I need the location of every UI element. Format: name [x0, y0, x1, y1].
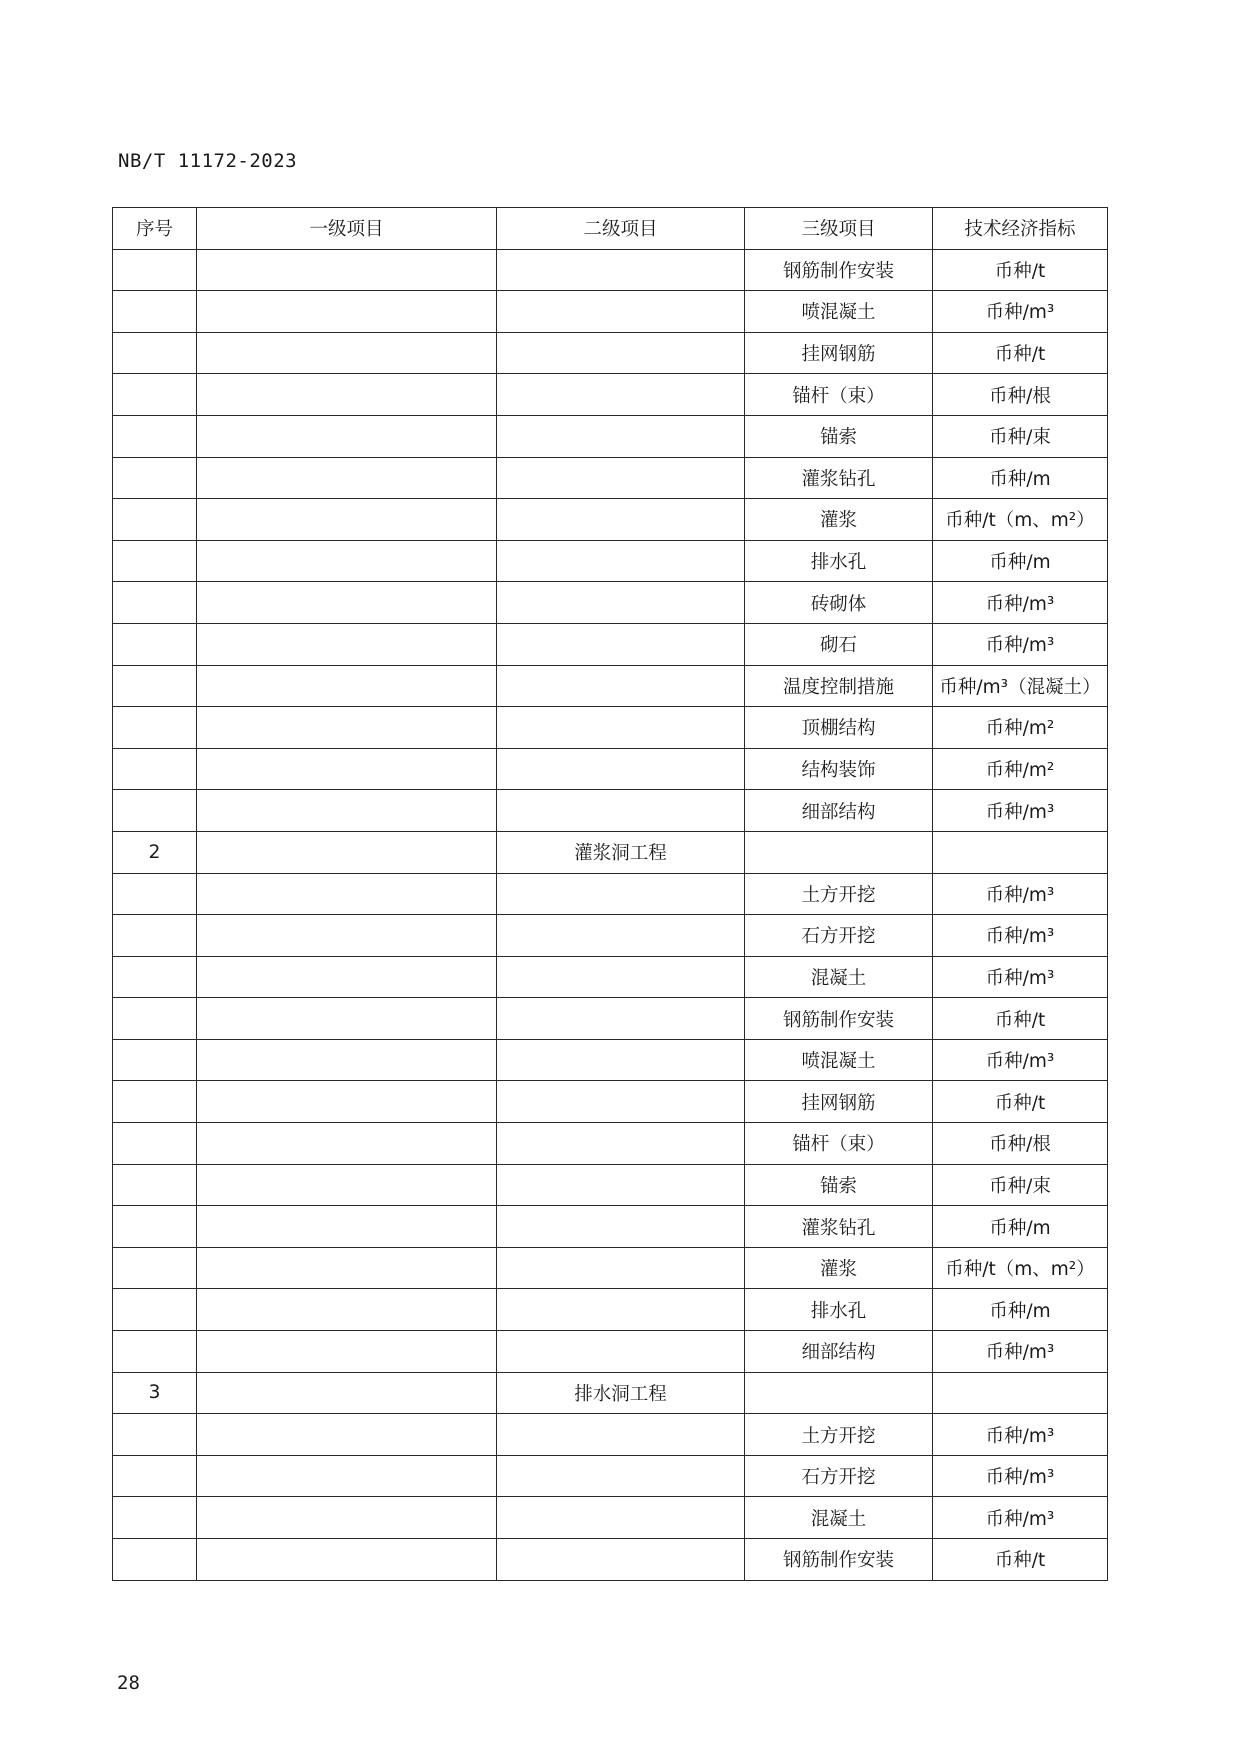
table-cell	[933, 1372, 1108, 1414]
table-cell	[113, 499, 197, 541]
table-row	[113, 415, 1108, 457]
table-cell	[497, 1539, 745, 1581]
table-cell	[113, 374, 197, 416]
table-cell: 币种/m³	[933, 1497, 1108, 1539]
table-cell	[113, 1455, 197, 1497]
table-cell: 灌浆钻孔	[745, 1206, 933, 1248]
table-cell	[197, 790, 497, 832]
table-row	[113, 915, 1108, 957]
table-cell	[497, 1039, 745, 1081]
table-cell: 顶棚结构	[745, 707, 933, 749]
table-cell: 币种/m	[933, 540, 1108, 582]
table-row	[113, 790, 1108, 832]
header-row	[113, 208, 1108, 250]
table-cell: 币种/t	[933, 998, 1108, 1040]
table-row	[113, 1164, 1108, 1206]
table-cell: 灌浆	[745, 1247, 933, 1289]
table-cell	[113, 1081, 197, 1123]
table-cell	[197, 623, 497, 665]
table-cell	[497, 956, 745, 998]
cost-index-table	[112, 207, 1108, 1581]
table-row	[113, 291, 1108, 333]
table-cell	[113, 457, 197, 499]
table-cell: 灌浆	[745, 499, 933, 541]
table-cell	[497, 1414, 745, 1456]
table-cell: 币种/m	[933, 1289, 1108, 1331]
table-cell	[197, 707, 497, 749]
table-row	[113, 1123, 1108, 1165]
table-cell	[113, 1123, 197, 1165]
table-cell	[497, 665, 745, 707]
table-cell	[197, 956, 497, 998]
table-cell	[113, 1289, 197, 1331]
table-cell	[197, 1206, 497, 1248]
table-cell	[113, 291, 197, 333]
table-cell: 3	[113, 1372, 197, 1414]
table-cell	[197, 415, 497, 457]
table-cell	[497, 623, 745, 665]
table-cell	[113, 1331, 197, 1373]
table-cell	[197, 1081, 497, 1123]
table-cell	[113, 1164, 197, 1206]
table-cell: 钢筋制作安装	[745, 1539, 933, 1581]
table-cell: 细部结构	[745, 790, 933, 832]
table-cell: 币种/t（m、m²）	[933, 499, 1108, 541]
table-cell	[197, 1455, 497, 1497]
table-cell: 币种/束	[933, 415, 1108, 457]
table-cell: 2	[113, 831, 197, 873]
table-cell	[197, 1331, 497, 1373]
table-row	[113, 1497, 1108, 1539]
table-cell: 币种/m³	[933, 790, 1108, 832]
table-cell: 石方开挖	[745, 1455, 933, 1497]
table-cell: 砖砌体	[745, 582, 933, 624]
table-row	[113, 1206, 1108, 1248]
table-cell	[497, 415, 745, 457]
table-cell	[497, 1289, 745, 1331]
page-number: 28	[117, 1672, 140, 1694]
table-cell: 币种/m³	[933, 915, 1108, 957]
table-cell: 排水孔	[745, 1289, 933, 1331]
table-cell	[113, 623, 197, 665]
table-cell	[113, 873, 197, 915]
table-cell	[113, 582, 197, 624]
table-cell: 锚索	[745, 1164, 933, 1206]
table-cell	[745, 1372, 933, 1414]
table-cell	[497, 790, 745, 832]
table-cell	[197, 249, 497, 291]
table-row	[113, 374, 1108, 416]
table-row	[113, 1372, 1108, 1414]
column-header: 序号	[113, 208, 197, 250]
table-cell: 喷混凝土	[745, 1039, 933, 1081]
column-header: 三级项目	[745, 208, 933, 250]
table-body	[113, 249, 1108, 1580]
table-cell	[197, 1414, 497, 1456]
table-cell	[497, 1497, 745, 1539]
table-cell: 喷混凝土	[745, 291, 933, 333]
table-cell: 币种/t（m、m²）	[933, 1247, 1108, 1289]
table-row	[113, 1081, 1108, 1123]
table-cell	[497, 873, 745, 915]
table-cell	[113, 249, 197, 291]
table-cell	[197, 1539, 497, 1581]
table-cell	[197, 998, 497, 1040]
table-cell: 币种/m³	[933, 1331, 1108, 1373]
table-cell: 币种/m³	[933, 291, 1108, 333]
table-row	[113, 1414, 1108, 1456]
table-cell	[197, 499, 497, 541]
table-cell	[113, 915, 197, 957]
table-cell	[497, 1164, 745, 1206]
table-cell	[497, 1123, 745, 1165]
table-cell: 结构装饰	[745, 748, 933, 790]
table-cell: 排水洞工程	[497, 1372, 745, 1414]
table-cell: 土方开挖	[745, 1414, 933, 1456]
table-cell	[745, 831, 933, 873]
table-cell	[197, 582, 497, 624]
table-row	[113, 332, 1108, 374]
table-row	[113, 1455, 1108, 1497]
table-cell	[197, 1247, 497, 1289]
table-cell	[197, 291, 497, 333]
table-cell	[497, 540, 745, 582]
table-cell: 币种/m³	[933, 582, 1108, 624]
table-cell: 细部结构	[745, 1331, 933, 1373]
table-cell	[497, 748, 745, 790]
column-header: 一级项目	[197, 208, 497, 250]
table-cell: 锚杆（束）	[745, 374, 933, 416]
table-cell	[113, 998, 197, 1040]
table-cell	[113, 1414, 197, 1456]
table-cell: 灌浆洞工程	[497, 831, 745, 873]
table-cell	[197, 1039, 497, 1081]
table-cell	[113, 707, 197, 749]
table-cell	[197, 915, 497, 957]
table-cell	[113, 956, 197, 998]
table-row	[113, 1539, 1108, 1581]
table-cell	[113, 665, 197, 707]
table-cell: 灌浆钻孔	[745, 457, 933, 499]
table-cell: 币种/m³	[933, 1039, 1108, 1081]
table-cell	[497, 1247, 745, 1289]
table-cell	[197, 1164, 497, 1206]
table-cell	[113, 1497, 197, 1539]
table-cell: 温度控制措施	[745, 665, 933, 707]
table-row	[113, 457, 1108, 499]
table-cell: 币种/m³	[933, 1455, 1108, 1497]
table-cell	[197, 1372, 497, 1414]
table-row	[113, 540, 1108, 582]
table-cell: 锚索	[745, 415, 933, 457]
table-cell	[497, 374, 745, 416]
table-cell	[197, 1123, 497, 1165]
table-cell	[113, 790, 197, 832]
table-cell: 土方开挖	[745, 873, 933, 915]
table-cell: 石方开挖	[745, 915, 933, 957]
table-cell	[497, 499, 745, 541]
table-cell	[113, 540, 197, 582]
table-cell	[113, 1206, 197, 1248]
table-cell: 币种/t	[933, 1539, 1108, 1581]
table-cell	[497, 457, 745, 499]
table-cell	[933, 831, 1108, 873]
table-cell: 砌石	[745, 623, 933, 665]
table-cell: 挂网钢筋	[745, 1081, 933, 1123]
table-cell	[197, 374, 497, 416]
table-cell	[497, 1206, 745, 1248]
table-row	[113, 499, 1108, 541]
table-cell	[113, 1539, 197, 1581]
table-cell	[197, 831, 497, 873]
table-row	[113, 956, 1108, 998]
table-cell	[197, 540, 497, 582]
column-header: 二级项目	[497, 208, 745, 250]
table-cell	[113, 1039, 197, 1081]
table-row	[113, 707, 1108, 749]
table-cell	[197, 873, 497, 915]
table-cell: 币种/m³	[933, 873, 1108, 915]
table-row	[113, 998, 1108, 1040]
table-cell	[197, 748, 497, 790]
table-cell: 混凝土	[745, 956, 933, 998]
table-row	[113, 582, 1108, 624]
table-cell	[497, 915, 745, 957]
table-cell: 币种/t	[933, 1081, 1108, 1123]
table-cell: 锚杆（束）	[745, 1123, 933, 1165]
table-cell: 排水孔	[745, 540, 933, 582]
table-cell	[197, 1497, 497, 1539]
table-cell: 币种/m²	[933, 748, 1108, 790]
table-cell: 钢筋制作安装	[745, 249, 933, 291]
table-cell	[497, 998, 745, 1040]
table-cell	[113, 415, 197, 457]
table-cell: 币种/m³	[933, 956, 1108, 998]
table-cell: 币种/根	[933, 1123, 1108, 1165]
table-cell: 币种/m³	[933, 1414, 1108, 1456]
table-cell: 币种/根	[933, 374, 1108, 416]
column-header: 技术经济指标	[933, 208, 1108, 250]
table-cell	[113, 748, 197, 790]
table-row	[113, 1289, 1108, 1331]
table-cell	[197, 665, 497, 707]
table-row	[113, 748, 1108, 790]
document-code: NB/T 11172-2023	[118, 150, 298, 172]
table-cell: 挂网钢筋	[745, 332, 933, 374]
table-row	[113, 831, 1108, 873]
table-cell	[113, 1247, 197, 1289]
table-cell: 混凝土	[745, 1497, 933, 1539]
table-cell	[497, 332, 745, 374]
table-cell	[497, 1331, 745, 1373]
table-cell	[497, 1455, 745, 1497]
table-cell: 币种/m²	[933, 707, 1108, 749]
table-cell	[497, 1081, 745, 1123]
table-cell: 币种/m³	[933, 623, 1108, 665]
table-cell: 币种/束	[933, 1164, 1108, 1206]
table-row	[113, 1331, 1108, 1373]
table-cell	[197, 1289, 497, 1331]
table-row	[113, 665, 1108, 707]
table-cell	[197, 332, 497, 374]
table-cell	[113, 332, 197, 374]
table-row	[113, 873, 1108, 915]
table-cell: 币种/m	[933, 457, 1108, 499]
table-row	[113, 623, 1108, 665]
table-row	[113, 1247, 1108, 1289]
table-cell: 钢筋制作安装	[745, 998, 933, 1040]
table-cell	[497, 582, 745, 624]
table-cell: 币种/m	[933, 1206, 1108, 1248]
table-cell	[497, 249, 745, 291]
table-row	[113, 249, 1108, 291]
table-row	[113, 1039, 1108, 1081]
table-cell: 币种/t	[933, 249, 1108, 291]
table-cell: 币种/m³（混凝土）	[933, 665, 1108, 707]
table-header	[113, 208, 1108, 250]
table-cell	[497, 291, 745, 333]
table-cell	[197, 457, 497, 499]
table-cell	[497, 707, 745, 749]
table-cell: 币种/t	[933, 332, 1108, 374]
